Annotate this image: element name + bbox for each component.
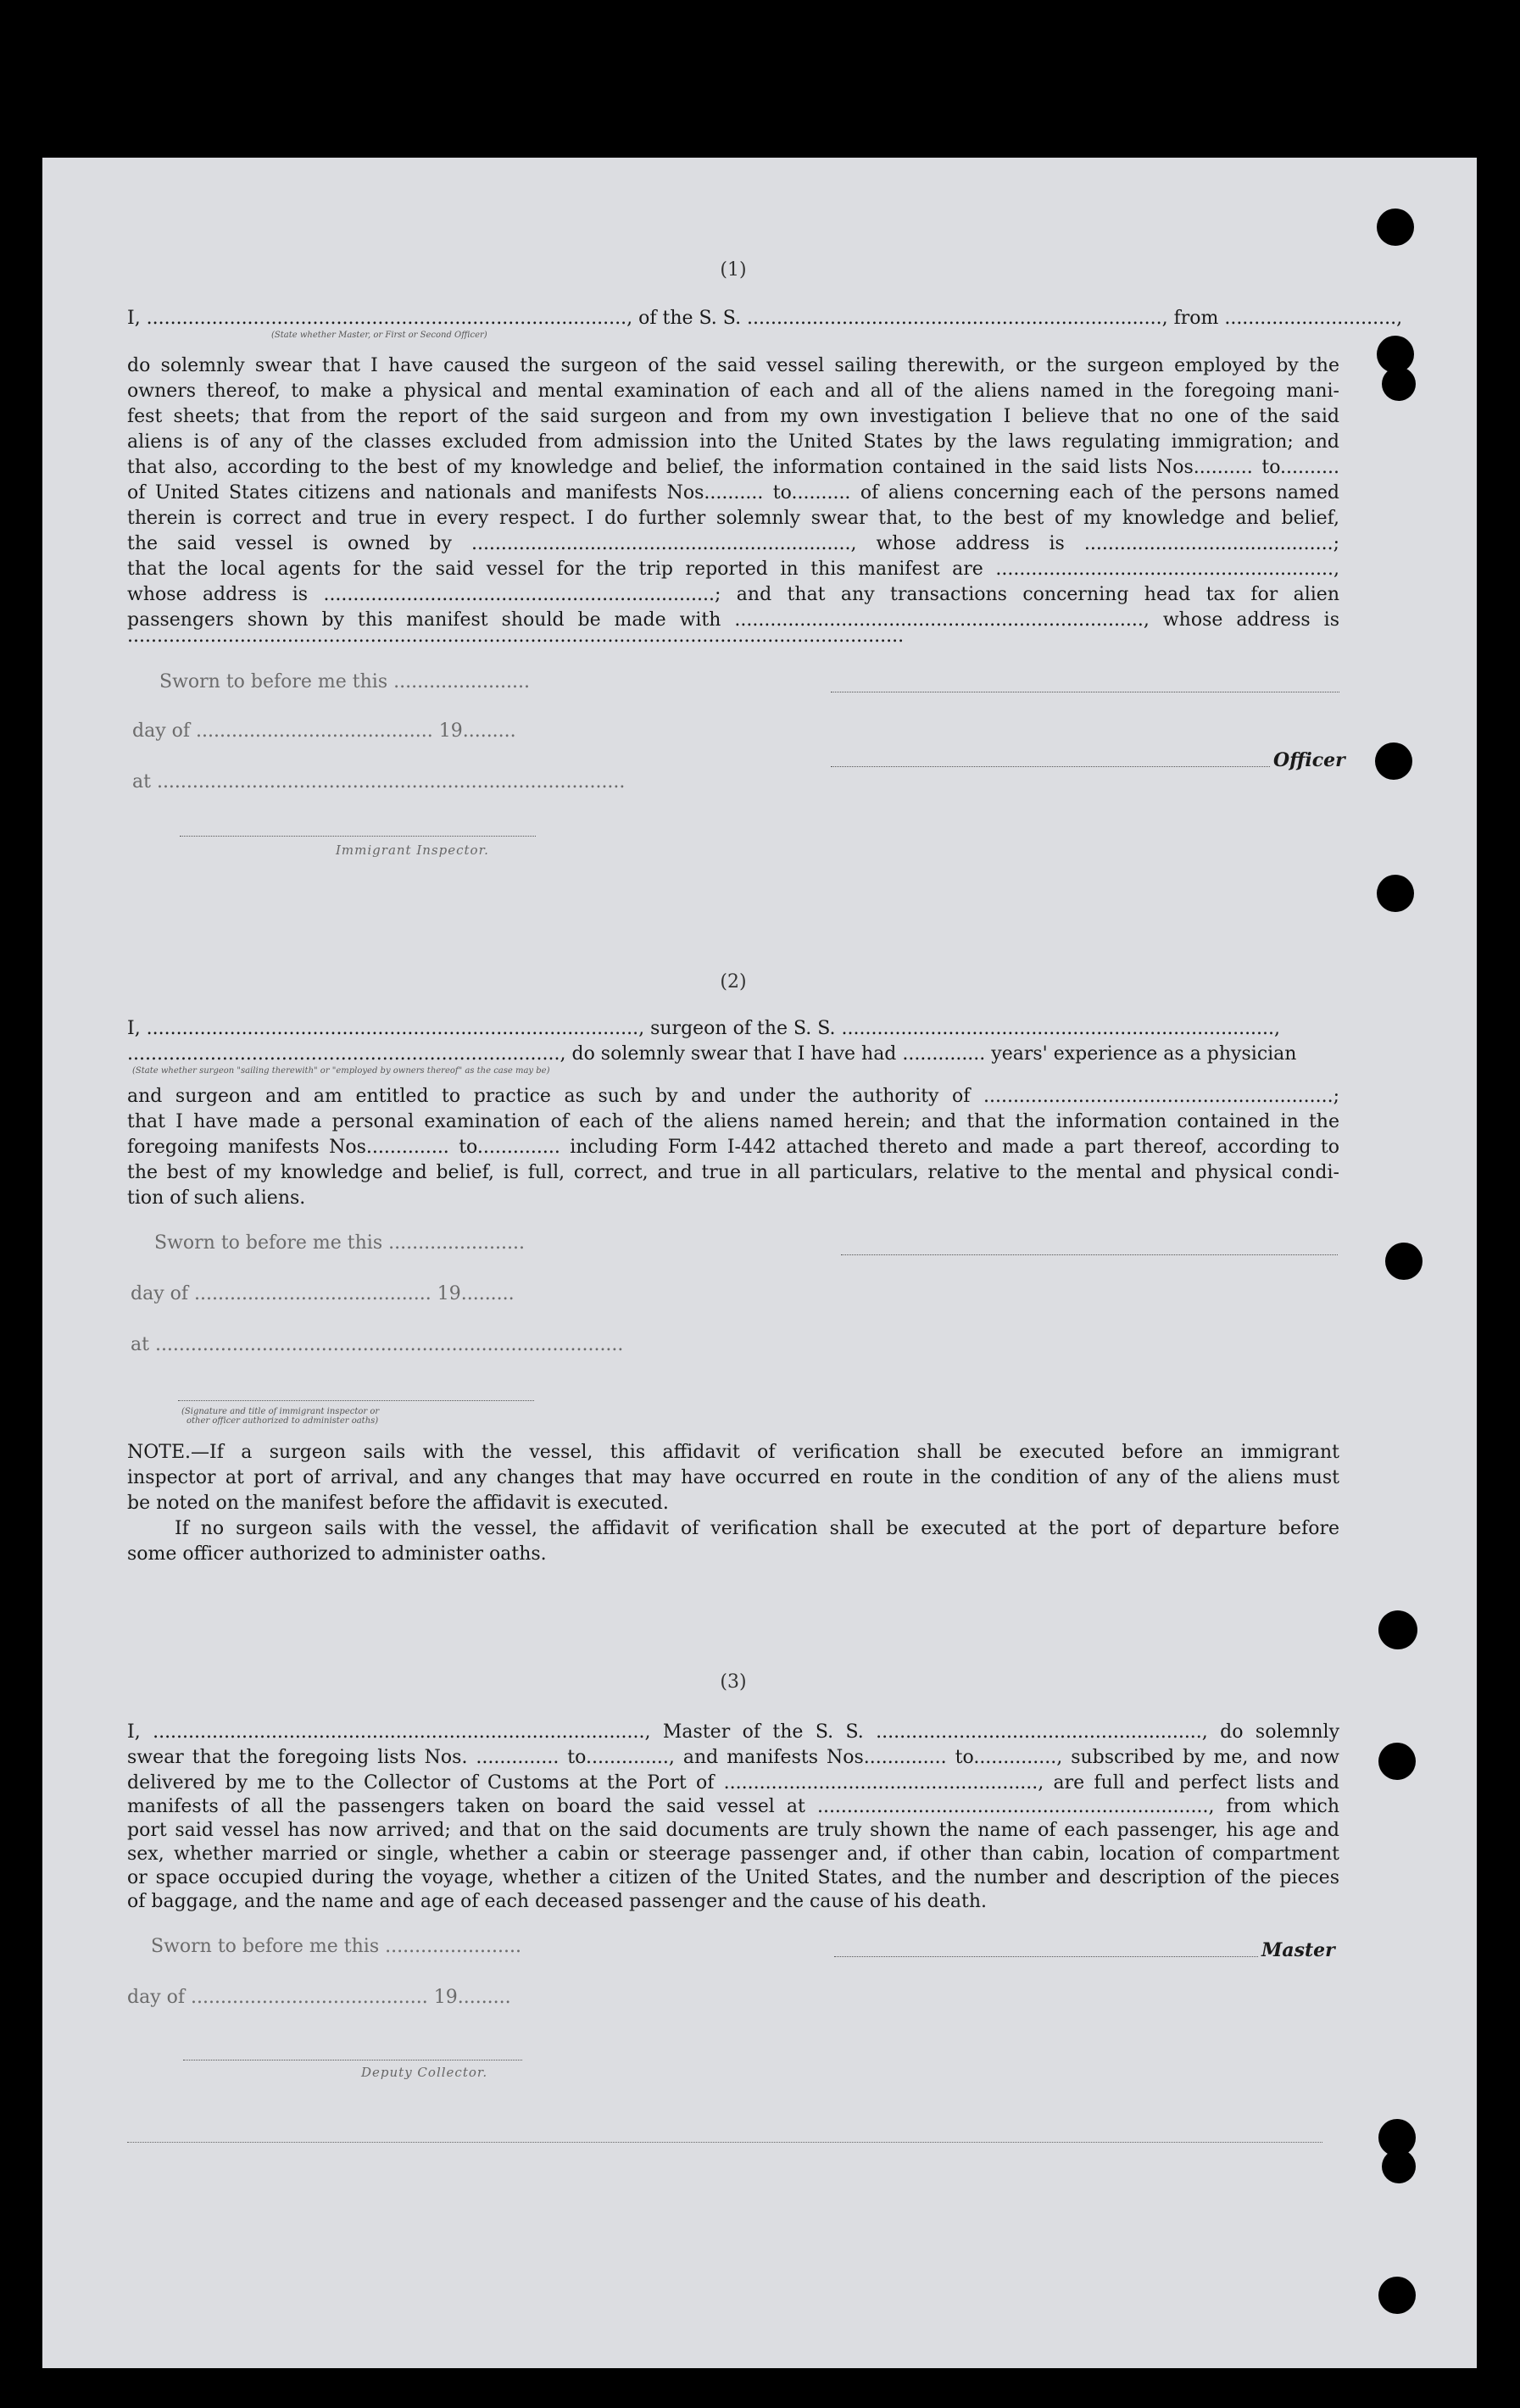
section-1-line: do solemnly swear that I have caused the surgeon of the said vessel sailing therewith, or the surgeon employed by the (127, 355, 1339, 376)
day-line: day of ........................................ 19......... (127, 1987, 511, 2008)
section-3-line: sex, whether married or single, whether a cabin or steerage passenger and, if other than cabin, location of compartment (127, 1844, 1339, 1865)
section-1-line: that the local agents for the said vessel for the trip reported in this manifest are ........................................................., (127, 559, 1339, 580)
inspector-signature-line (178, 1400, 534, 1401)
collector-caption: Deputy Collector. (361, 2065, 488, 2080)
section-3-line: or space occupied during the voyage, whether a citizen of the United States, and the number and description of the pieces (127, 1867, 1339, 1888)
note-line: NOTE.—If a surgeon sails with the vessel, this affidavit of verification shall be executed before an immigrant (127, 1442, 1339, 1463)
section-3-number: (3) (720, 1671, 747, 1693)
section-2-line: and surgeon and am entitled to practice as such by and under the authority of ...........................................................; (127, 1086, 1339, 1107)
officer-label: Officer (1273, 749, 1345, 771)
bottom-rule (127, 2142, 1322, 2143)
sworn-line: Sworn to before me this ....................... (151, 1936, 521, 1957)
officer-signature-line (831, 766, 1270, 767)
section-1-line: that also, according to the best of my knowledge and belief, the information contained in the said lists Nos.......... to.......... (127, 457, 1339, 478)
section-1-line: the said vessel is owned by ................................................................, whose address is ..........................................; (127, 533, 1339, 554)
punch-hole (1382, 367, 1416, 401)
day-line: day of ........................................ 19......... (132, 720, 516, 742)
note-line: inspector at port of arrival, and any changes that may have occurred en route in the condition of any of the aliens must (127, 1467, 1339, 1488)
section-1-line: whose address is ..................................................................; and that any transactions concerning head tax for alien (127, 584, 1339, 605)
master-signature-line (834, 1956, 1258, 1957)
section-2-field-note: (State whether surgeon "sailing therewith" or "employed by owners thereof" as the case may be) (132, 1066, 550, 1076)
signature-caption: other officer authorized to administer oaths) (187, 1416, 379, 1426)
section-1-line: of United States citizens and nationals and manifests Nos.......... to.......... of aliens concerning each of the persons named (127, 482, 1339, 503)
surgeon-signature-line (841, 1254, 1338, 1255)
section-1-first-line: I, ................................................................................., of the S. S. ......................................................................, from ............................., (127, 308, 1403, 329)
section-1-line: therein is correct and true in every respect. I do further solemnly swear that, to the best of my knowledge and belief, (127, 508, 1339, 529)
section-3 (127, 1666, 1339, 2107)
punch-hole (1375, 742, 1412, 780)
note-line: If no surgeon sails with the vessel, the affidavit of verification shall be executed at the port of departure before (175, 1518, 1339, 1539)
section-3-line: swear that the foregoing lists Nos. .............. to.............., and manifests Nos.............. to.............., subscribed by me, and now (127, 1747, 1339, 1768)
section-2-first-line: I, ..................................................................................., surgeon of the S. S. ........................................................................., (127, 1018, 1281, 1039)
section-2-line: tion of such aliens. (127, 1187, 306, 1209)
section-2-line: foregoing manifests Nos.............. to.............. including Form I-442 attached thereto and made a part thereof, according to (127, 1137, 1339, 1158)
section-3-line: manifests of all the passengers taken on board the said vessel at .................................................................., from which (127, 1796, 1339, 1817)
note-line: some officer authorized to administer oaths. (127, 1543, 547, 1565)
section-1-line: fest sheets; that from the report of the said surgeon and from my own investigation I believe that no one of the said (127, 406, 1339, 427)
section-1-tail-dots: ................................................................................................................................... (127, 626, 905, 647)
inspector-caption: Immigrant Inspector. (336, 843, 489, 858)
note-line: be noted on the manifest before the affidavit is executed. (127, 1493, 669, 1514)
section-1 (127, 254, 1403, 865)
day-line: day of ........................................ 19......... (131, 1283, 515, 1304)
section-1-line: aliens is of any of the classes excluded from admission into the United States by the laws regulating immigration; and (127, 431, 1339, 453)
punch-hole (1378, 2277, 1416, 2314)
section-1-line: owners thereof, to make a physical and mental examination of each and all of the aliens named in the foregoing mani- (127, 381, 1339, 402)
sworn-line: Sworn to before me this ....................... (159, 671, 530, 692)
punch-hole (1378, 1743, 1416, 1780)
section-2-second-line: ........................................................................., do solemnly swear that I have had .............. years' experience as a physician (127, 1043, 1297, 1065)
punch-hole (1377, 875, 1414, 912)
punch-hole (1382, 2149, 1416, 2183)
punch-hole (1378, 1610, 1417, 1649)
section-3-line: delivered by me to the Collector of Customs at the Port of ....................................................., are full and perfect lists and (127, 1772, 1339, 1793)
section-1-line: passengers shown by this manifest should be made with ....................................................................., whose address is (127, 609, 1339, 631)
section-3-line: port said vessel has now arrived; and that on the said documents are truly shown the name of each passenger, his age and (127, 1820, 1339, 1841)
section-1-number: (1) (720, 259, 747, 281)
punch-hole (1385, 1243, 1423, 1280)
section-2 (127, 966, 1339, 1577)
signature-caption: (Signature and title of immigrant inspector or (181, 1407, 380, 1416)
section-3-line: of baggage, and the name and age of each deceased passenger and the cause of his death. (127, 1891, 987, 1912)
sworn-line: Sworn to before me this ....................... (154, 1232, 525, 1254)
section-2-number: (2) (720, 971, 747, 993)
punch-hole (1377, 209, 1414, 246)
at-line: at ............................................................................... (132, 771, 626, 792)
section-3-line: I, ..................................................................................., Master of the S. S. ......................................................., do solemnly (127, 1721, 1339, 1743)
section-2-line: that I have made a personal examination of each of the aliens named herein; and that the information contained in the (127, 1111, 1339, 1132)
section-2-line: the best of my knowledge and belief, is full, correct, and true in all particulars, relative to the mental and physical condi- (127, 1162, 1339, 1183)
section-1-field-note: (State whether Master, or First or Second Officer) (271, 331, 487, 340)
master-label: Master (1261, 1939, 1335, 1961)
inspector-signature-line (180, 836, 536, 837)
at-line: at ............................................................................... (131, 1334, 624, 1355)
